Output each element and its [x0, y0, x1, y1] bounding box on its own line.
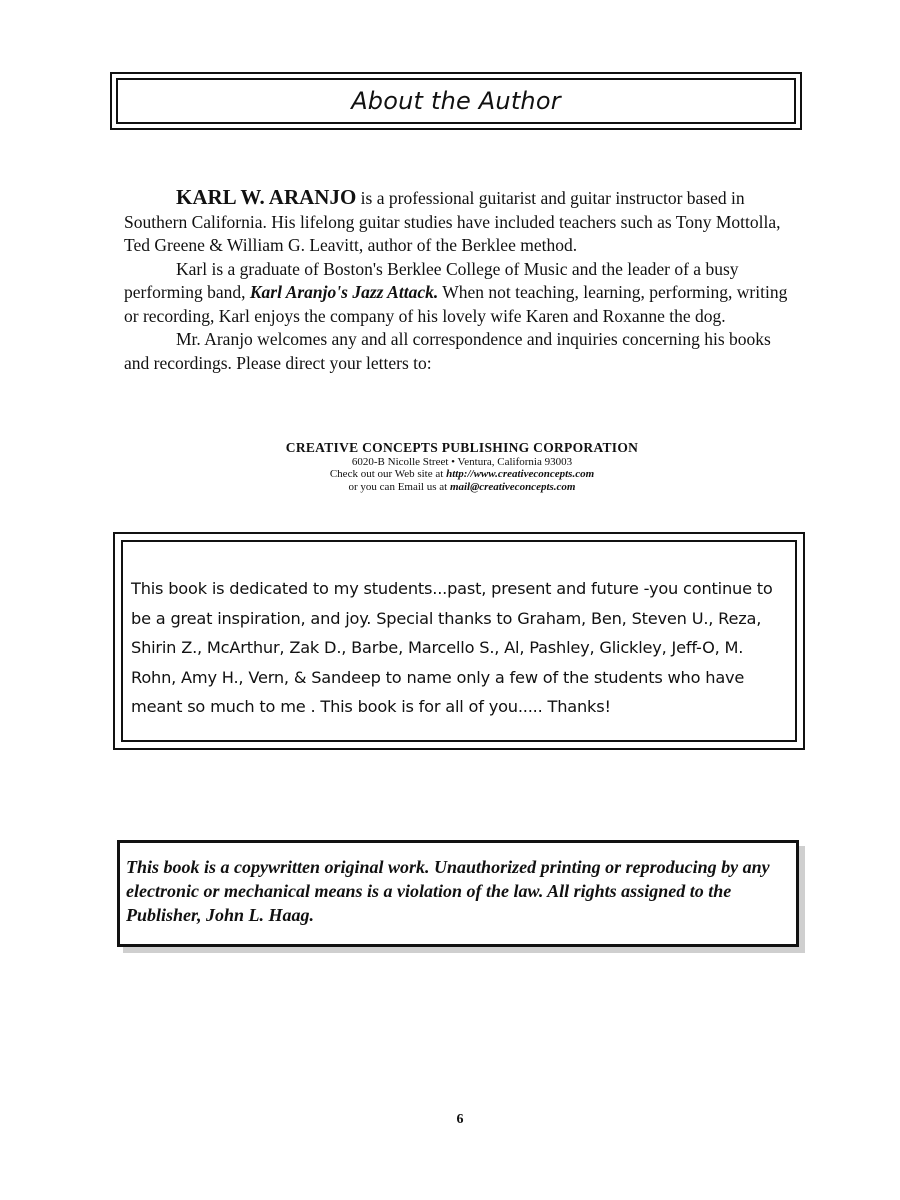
bio-paragraph-3: Mr. Aranjo welcomes any and all correspondence and inquiries concerning his books and recordings. Please direct your letters to:	[124, 329, 771, 373]
title-box	[110, 72, 802, 130]
copyright-notice-box	[117, 840, 799, 947]
dedication-text: This book is dedicated to my students...past, present and future -you continue to be a great inspiration, and joy. Special thanks to Graham, Ben, Steven U., Reza, Shirin Z., McArthur, Zak D., Barbe, Marcello S., Al, Pashley, Glickley, Jeff-O, M. Rohn, Amy H., Vern, & Sandeep to name only a few of the students who have meant so much to me . This book is for all of you..... Thanks!	[131, 579, 773, 716]
bio-paragraph-2-start: Karl is a graduate of Boston's Berklee College of Music and the leader of a busy performing band,	[124, 258, 739, 302]
publisher-website-line	[124, 468, 800, 481]
publisher-address: 6020-B Nicolle Street • Ventura, California 93003	[351, 455, 573, 468]
bio-paragraph-1	[124, 186, 792, 258]
bio-paragraph-2	[124, 258, 792, 329]
website-prefix: Check out our Web site at	[329, 468, 447, 481]
page-number: 6	[456, 1112, 464, 1127]
dedication-box	[113, 532, 805, 750]
website-link[interactable]: http://www.creativeconcepts.com	[446, 468, 595, 481]
bio-paragraph-1-text: is a professional guitarist and guitar instructor based in Southern California. His lifelong guitar studies have included teachers such as Tony Mottolla, Ted Greene & William G. Leavitt, author of the Berklee method.	[124, 188, 781, 255]
email-link[interactable]: mail@creativeconcepts.com	[449, 480, 576, 493]
title-box-inner	[116, 78, 796, 124]
publisher-name: CREATIVE CONCEPTS PUBLISHING CORPORATION	[285, 440, 639, 455]
copyright-notice: This book is a copywritten original work. Unauthorized printing or reproducing by any electronic or mechanical means is a violation of the law. All rights assigned to the Publisher, John L. Haag.	[126, 857, 770, 925]
author-name: KARL W. ARANJO	[176, 185, 357, 209]
dedication-box-inner	[121, 540, 797, 742]
email-prefix: or you can Email us at	[348, 480, 450, 493]
page-title: About the Author	[351, 87, 561, 115]
author-bio	[124, 186, 792, 375]
bio-paragraph-2-end: When not teaching, learning, performing, writing or recording, Karl enjoys the company of his lovely wife Karen and Roxanne the dog.	[124, 282, 788, 326]
publisher-contact	[124, 440, 800, 493]
band-name: Karl Aranjo's Jazz Attack.	[249, 282, 439, 302]
publisher-email-line	[124, 481, 800, 494]
